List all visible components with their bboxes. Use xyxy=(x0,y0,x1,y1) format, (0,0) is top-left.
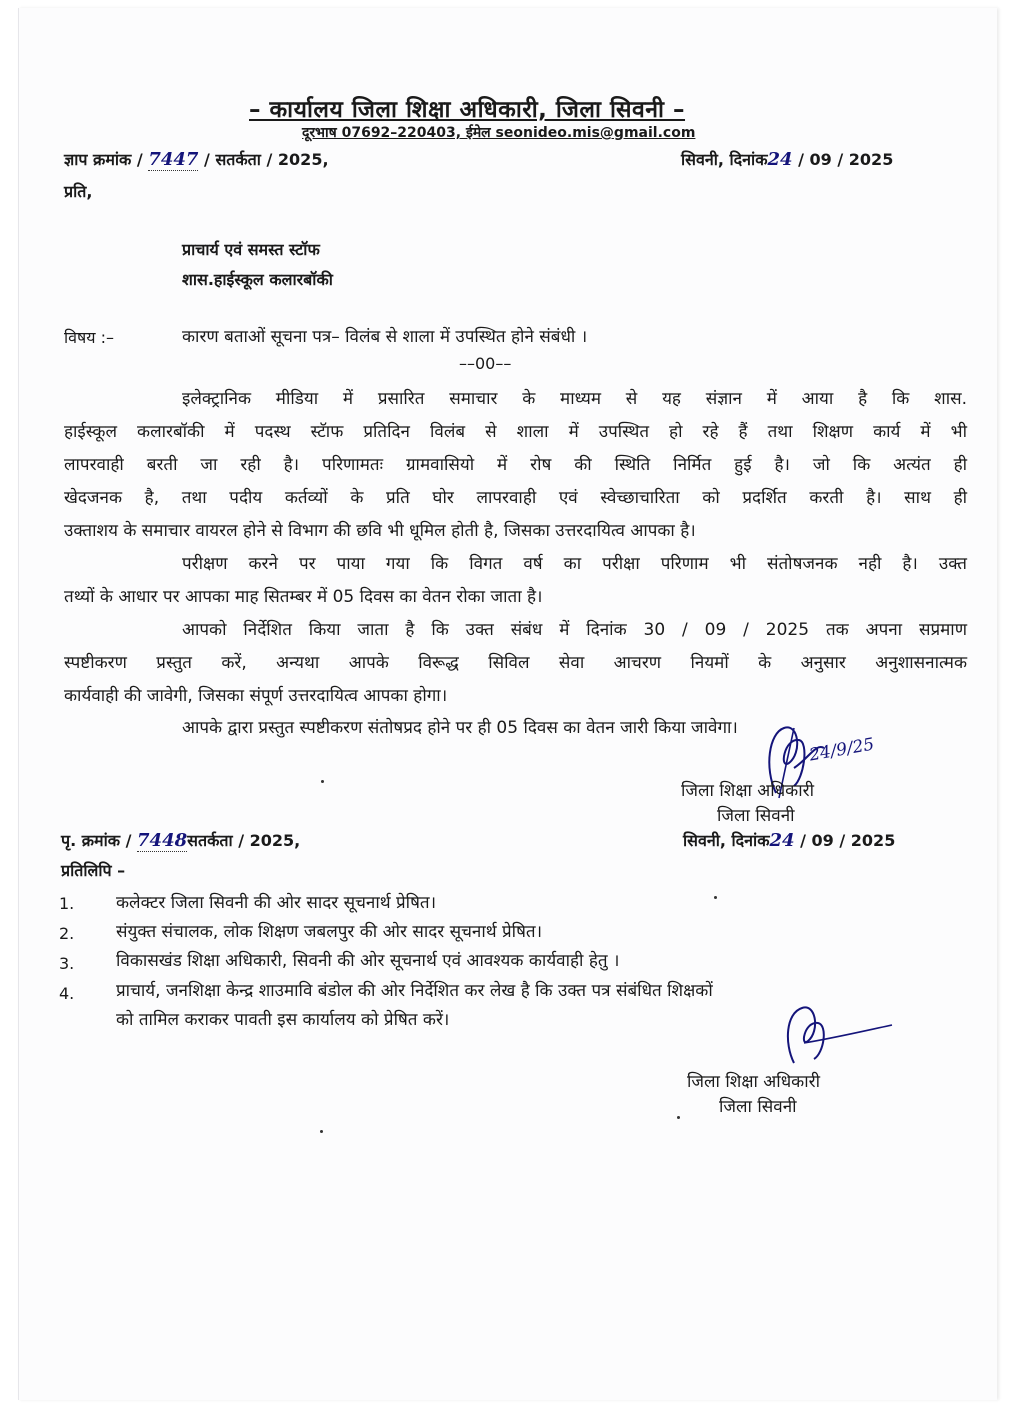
copy-number-handwritten: 7448 xyxy=(137,830,188,851)
addressee-line-2: शास.हाईस्कूल कलारबॉकी xyxy=(182,270,333,289)
copy-item-1-number: 1. xyxy=(59,894,75,913)
copy-item-1: कलेक्टर जिला सिवनी की ओर सादर सूचनार्थ प्रेषित। xyxy=(116,893,437,913)
copy-reference xyxy=(61,829,300,851)
copy-place: सिवनी, दिनांक xyxy=(683,831,770,850)
para3-line1: आपको निर्देशित किया जाता है कि उक्त संबंध में दिनांक 30 / 09 / 2025 तक अपना सप्रमाण xyxy=(182,620,967,640)
subject-separator: ––00–– xyxy=(459,354,512,373)
addressee-line-1: प्राचार्य एवं समस्त स्टॉफ xyxy=(182,240,320,259)
memo-prefix: ज्ञाप क्रमांक / xyxy=(64,150,143,169)
memo-reference xyxy=(64,148,329,170)
signature-1-handwritten-date: 24/9/25 xyxy=(807,734,876,766)
para4: आपके द्वारा प्रस्तुत स्पष्टीकरण संतोषप्रद होने पर ही 05 दिवस का वेतन जारी किया जावेगा। xyxy=(182,718,738,738)
memo-place: सिवनी, दिनांक xyxy=(681,150,768,169)
copy-item-2: संयुक्त संचालक, लोक शिक्षण जबलपुर की ओर सादर सूचनार्थ प्रेषित। xyxy=(116,922,543,942)
copy-suffix: सतर्कता / 2025, xyxy=(187,831,301,850)
office-title: – कार्यालय जिला शिक्षा अधिकारी, जिला सिवनी – xyxy=(249,97,686,123)
copy-prefix: पृ. क्रमांक / xyxy=(61,831,132,850)
memo-date-suffix: / 09 / 2025 xyxy=(798,150,894,169)
subject-text: कारण बताओं सूचना पत्र– विलंब से शाला में उपस्थित होने संबंधी । xyxy=(182,327,588,347)
copy-item-4-line2: को तामिल कराकर पावती इस कार्यालय को प्रेषित करें। xyxy=(116,1010,450,1030)
copy-item-4-number: 4. xyxy=(59,984,75,1003)
letter-page xyxy=(18,8,997,1400)
signature-2-designation: जिला शिक्षा अधिकारी xyxy=(687,1072,820,1092)
memo-day-handwritten: 24 xyxy=(767,149,793,170)
para1-line2: हाईस्कूल कलारबॉकी में पदस्थ स्टॅाफ प्रतिदिन विलंब से शाला में उपस्थित हो रहे हैं तथा शिक्षण कार्य में भी xyxy=(64,422,967,442)
copy-place-date xyxy=(683,829,895,851)
copy-item-4-line1: प्राचार्य, जनशिक्षा केन्द्र शाउमावि बंडोल की ओर निर्देशित कर लेख है कि उक्त पत्र संबंधित शिक्षकों xyxy=(116,981,713,1001)
copy-item-3: विकासखंड शिक्षा अधिकारी, सिवनी की ओर सूचनार्थ एवं आवश्यक कार्यवाही हेतु । xyxy=(116,951,620,971)
para1-line3: लापरवाही बरती जा रही है। परिणामतः ग्रामवासियो में रोष की स्थिति निर्मित हुई है। जो कि अत्यंत ही xyxy=(64,455,967,475)
signature-2-district: जिला सिवनी xyxy=(719,1097,797,1117)
subject-label: विषय :– xyxy=(64,328,115,347)
copies-label: प्रतिलिपि – xyxy=(61,861,126,880)
copy-date-suffix: / 09 / 2025 xyxy=(800,831,896,850)
speck xyxy=(714,896,717,899)
para1-line4: खेदजनक है, तथा पदीय कर्तव्यों के प्रति घोर लापरवाही एवं स्वेच्छाचारिता को प्रदर्शित करती है। साथ ही xyxy=(64,488,967,508)
signature-1-designation: जिला शिक्षा अधिकारी xyxy=(681,781,814,801)
signature-1-district: जिला सिवनी xyxy=(717,806,795,826)
para2-line1: परीक्षण करने पर पाया गया कि विगत वर्ष का परीक्षा परिणाम भी संतोषजनक नही है। उक्त xyxy=(182,554,967,574)
para1-line5: उक्ताशय के समाचार वायरल होने से विभाग की छवि भी धूमिल होती है, जिसका उत्तरदायित्व आपका है। xyxy=(64,521,696,541)
memo-suffix: / सतर्कता / 2025, xyxy=(204,150,329,169)
para1-line1: इलेक्ट्रानिक मीडिया में प्रसारित समाचार के माध्यम से यह संज्ञान में आया है कि शास. xyxy=(182,389,967,409)
copy-day-handwritten: 24 xyxy=(769,830,795,851)
memo-place-date xyxy=(681,148,893,170)
speck xyxy=(677,1116,680,1119)
para3-line2: स्पष्टीकरण प्रस्तुत करें, अन्यथा आपके विरूद्ध सिविल सेवा आचरण नियमों के अनुसार अनुशासनात्मक xyxy=(64,653,967,673)
office-contact: दूरभाष 07692–220403, ईमेल seonideo.mis@gmail.com xyxy=(302,125,696,141)
memo-number-handwritten: 7447 xyxy=(148,149,199,170)
speck xyxy=(321,780,324,783)
copy-item-2-number: 2. xyxy=(59,924,75,943)
para2-line2: तथ्यों के आधार पर आपका माह सितम्बर में 05 दिवस का वेतन रोका जाता है। xyxy=(64,587,543,607)
to-label: प्रति, xyxy=(64,182,93,201)
speck xyxy=(320,1130,323,1133)
copy-item-3-number: 3. xyxy=(59,954,75,973)
para3-line3: कार्यवाही की जावेगी, जिसका संपूर्ण उत्तरदायित्व आपका होगा। xyxy=(64,686,448,706)
